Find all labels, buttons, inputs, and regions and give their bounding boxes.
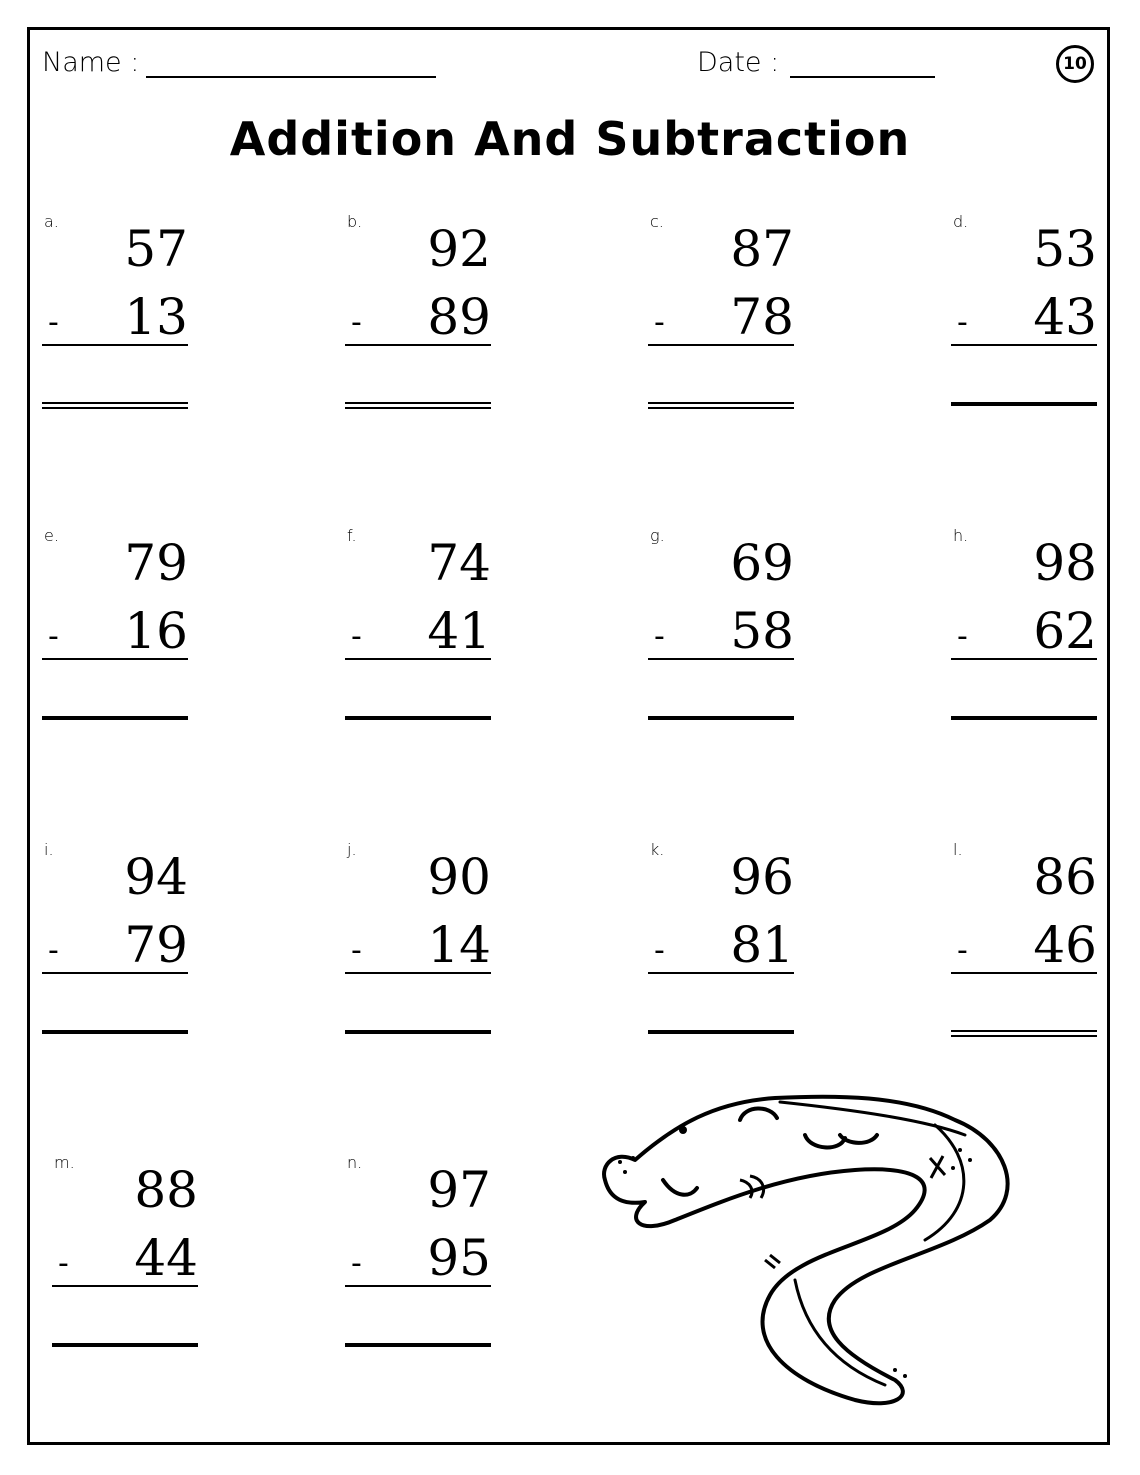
problem-letter: e. — [44, 526, 59, 545]
sum-line — [951, 972, 1097, 974]
answer-line[interactable] — [951, 716, 1097, 720]
problem-letter: n. — [347, 1153, 363, 1172]
minuend: 88 — [134, 1161, 198, 1219]
subtrahend: 95 — [427, 1229, 491, 1287]
problem-letter: g. — [650, 526, 665, 545]
minus-sign: - — [654, 619, 665, 654]
problem-d — [951, 212, 1111, 432]
date-field[interactable] — [790, 76, 935, 78]
problem-l — [951, 840, 1111, 1060]
subtrahend: 58 — [730, 602, 794, 660]
problem-b — [345, 212, 505, 432]
problem-m — [52, 1153, 212, 1373]
problem-letter: j. — [347, 840, 357, 859]
problem-i — [42, 840, 202, 1060]
sum-line — [951, 658, 1097, 660]
minuend: 87 — [730, 220, 794, 278]
problem-letter: f. — [347, 526, 357, 545]
sum-line — [648, 972, 794, 974]
subtrahend: 14 — [427, 916, 491, 974]
minus-sign: - — [58, 1246, 69, 1281]
problem-letter: i. — [44, 840, 54, 859]
minuend: 53 — [1033, 220, 1097, 278]
answer-line[interactable] — [951, 1030, 1097, 1037]
problem-letter: d. — [953, 212, 969, 231]
problem-letter: k. — [650, 840, 665, 859]
name-label: Name : — [42, 47, 140, 78]
subtrahend: 46 — [1033, 916, 1097, 974]
sum-line — [345, 1285, 491, 1287]
answer-line[interactable] — [648, 1030, 794, 1034]
subtrahend: 62 — [1033, 602, 1097, 660]
problem-letter: h. — [953, 526, 969, 545]
minuend: 98 — [1033, 534, 1097, 592]
date-label: Date : — [697, 47, 780, 78]
problem-c — [648, 212, 808, 432]
minuend: 69 — [730, 534, 794, 592]
minuend: 96 — [730, 848, 794, 906]
sum-line — [42, 658, 188, 660]
minus-sign: - — [654, 305, 665, 340]
answer-line[interactable] — [951, 402, 1097, 406]
answer-line[interactable] — [42, 1030, 188, 1034]
sum-line — [648, 344, 794, 346]
sum-line — [345, 344, 491, 346]
sum-line — [648, 658, 794, 660]
problem-g — [648, 526, 808, 746]
minus-sign: - — [48, 619, 59, 654]
answer-line[interactable] — [648, 402, 794, 409]
problem-j — [345, 840, 505, 1060]
eel-icon — [595, 1080, 1035, 1410]
minuend: 97 — [427, 1161, 491, 1219]
minus-sign: - — [48, 933, 59, 968]
page-number-badge: 10 — [1056, 45, 1094, 83]
minuend: 74 — [427, 534, 491, 592]
answer-line[interactable] — [648, 716, 794, 720]
answer-line[interactable] — [345, 402, 491, 409]
subtrahend: 41 — [427, 602, 491, 660]
subtrahend: 13 — [124, 288, 188, 346]
page-title: Addition And Subtraction — [229, 112, 911, 166]
sum-line — [345, 658, 491, 660]
name-field[interactable] — [146, 76, 436, 78]
minus-sign: - — [957, 933, 968, 968]
minus-sign: - — [351, 619, 362, 654]
subtrahend: 43 — [1033, 288, 1097, 346]
problem-f — [345, 526, 505, 746]
subtrahend: 81 — [730, 916, 794, 974]
sum-line — [42, 344, 188, 346]
subtrahend: 78 — [730, 288, 794, 346]
minus-sign: - — [351, 1246, 362, 1281]
sum-line — [345, 972, 491, 974]
minus-sign: - — [957, 619, 968, 654]
problem-letter: c. — [650, 212, 664, 231]
minuend: 57 — [124, 220, 188, 278]
problem-letter: a. — [44, 212, 59, 231]
sum-line — [951, 344, 1097, 346]
problem-k — [648, 840, 808, 1060]
minus-sign: - — [48, 305, 59, 340]
minuend: 79 — [124, 534, 188, 592]
problem-e — [42, 526, 202, 746]
minus-sign: - — [351, 305, 362, 340]
subtrahend: 16 — [124, 602, 188, 660]
answer-line[interactable] — [42, 402, 188, 409]
answer-line[interactable] — [345, 716, 491, 720]
sum-line — [42, 972, 188, 974]
minuend: 90 — [427, 848, 491, 906]
answer-line[interactable] — [345, 1030, 491, 1034]
minuend: 86 — [1033, 848, 1097, 906]
minuend: 94 — [124, 848, 188, 906]
subtrahend: 89 — [427, 288, 491, 346]
answer-line[interactable] — [52, 1343, 198, 1347]
problem-a — [42, 212, 202, 432]
problem-letter: b. — [347, 212, 363, 231]
subtrahend: 79 — [124, 916, 188, 974]
problem-letter: m. — [54, 1153, 75, 1172]
minuend: 92 — [427, 220, 491, 278]
minus-sign: - — [351, 933, 362, 968]
answer-line[interactable] — [42, 716, 188, 720]
minus-sign: - — [957, 305, 968, 340]
sum-line — [52, 1285, 198, 1287]
subtrahend: 44 — [134, 1229, 198, 1287]
problem-h — [951, 526, 1111, 746]
problem-n — [345, 1153, 505, 1373]
problem-letter: l. — [953, 840, 963, 859]
minus-sign: - — [654, 933, 665, 968]
answer-line[interactable] — [345, 1343, 491, 1347]
